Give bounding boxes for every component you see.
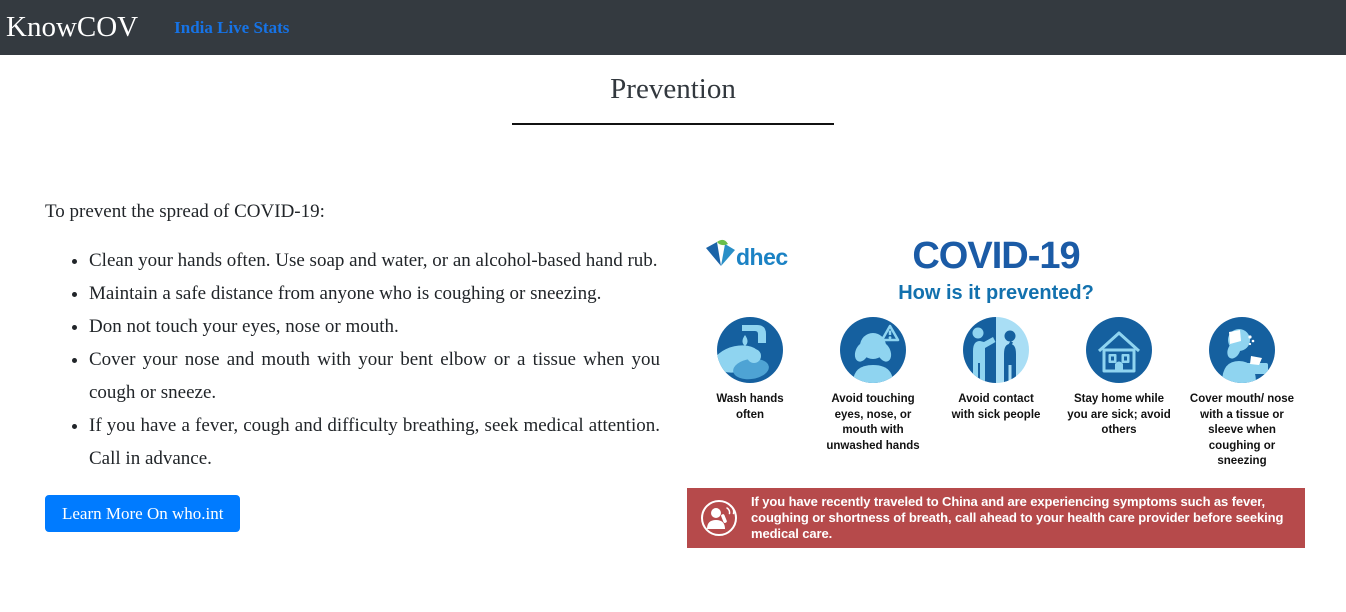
infographic-subtitle: How is it prevented?	[898, 282, 1094, 304]
prevention-item-avoid-contact	[937, 317, 1055, 470]
prevention-icons-row	[687, 317, 1305, 470]
brand-knowcov[interactable]: KnowCOV	[6, 11, 139, 43]
icon-label-avoid-touching-face: Avoid touching eyes, nose, or mouth with unwashed hands	[826, 393, 920, 452]
prevention-item-wash-hands	[691, 317, 809, 470]
covid-infographic	[687, 235, 1305, 548]
nav-link-india-live-stats[interactable]: India Live Stats	[174, 17, 290, 37]
dhec-logo-icon	[703, 239, 739, 269]
cover-mouth-icon	[1209, 317, 1275, 383]
icon-label-wash-hands: Wash hands often	[716, 393, 784, 421]
avoid-contact-icon	[963, 317, 1029, 383]
stay-home-icon	[1086, 317, 1152, 383]
intro-text: To prevent the spread of COVID-19:	[45, 201, 325, 222]
tip-clean-hands: • Clean your hands often. Use soap and water, or an alcohol-based hand rub.	[89, 244, 660, 277]
icon-label-avoid-contact: Avoid contact with sick people	[951, 393, 1041, 421]
dhec-logo-text: dhec	[736, 244, 788, 270]
tip-cover-nose-mouth: • Cover your nose and mouth with your bent elbow or a tissue when you cough or sneeze.	[89, 343, 660, 409]
tip-seek-medical-attention: • If you have a fever, cough and difficulty breathing, seek medical attention. Call in advance.	[89, 409, 660, 475]
travel-alert-text: If you have recently traveled to China and are experiencing symptoms such as fever, coughing or shortness of breath, call ahead to your health care provider before seeking medical care.	[751, 493, 1284, 541]
avoid-touching-face-icon	[840, 317, 906, 383]
content-row	[0, 195, 1346, 548]
top-navbar	[0, 0, 1346, 55]
tip-safe-distance: • Maintain a safe distance from anyone who is coughing or sneezing.	[89, 277, 660, 310]
icon-label-cover-mouth: Cover mouth/ nose with a tissue or sleeve when coughing or sneezing	[1189, 393, 1295, 467]
prevention-item-cover-mouth	[1183, 317, 1301, 470]
dhec-logo	[703, 239, 788, 269]
infographic-header	[687, 235, 1305, 305]
travel-alert-banner	[687, 488, 1305, 548]
prevention-item-stay-home	[1060, 317, 1178, 470]
prevention-text-column	[45, 195, 660, 532]
title-underline	[512, 123, 834, 125]
learn-more-button[interactable]: Learn More On who.int	[45, 495, 240, 532]
prevention-section-header	[0, 55, 1346, 125]
prevention-tips-list	[45, 244, 660, 475]
icon-label-stay-home: Stay home while you are sick; avoid others	[1067, 393, 1171, 436]
tip-dont-touch-face: • Don not touch your eyes, nose or mouth.	[89, 310, 660, 343]
infographic-title: COVID-19	[912, 235, 1080, 277]
page-title: Prevention	[610, 73, 736, 105]
call-ahead-icon	[699, 498, 739, 538]
wash-hands-icon	[717, 317, 783, 383]
prevention-item-avoid-touching-face	[814, 317, 932, 470]
